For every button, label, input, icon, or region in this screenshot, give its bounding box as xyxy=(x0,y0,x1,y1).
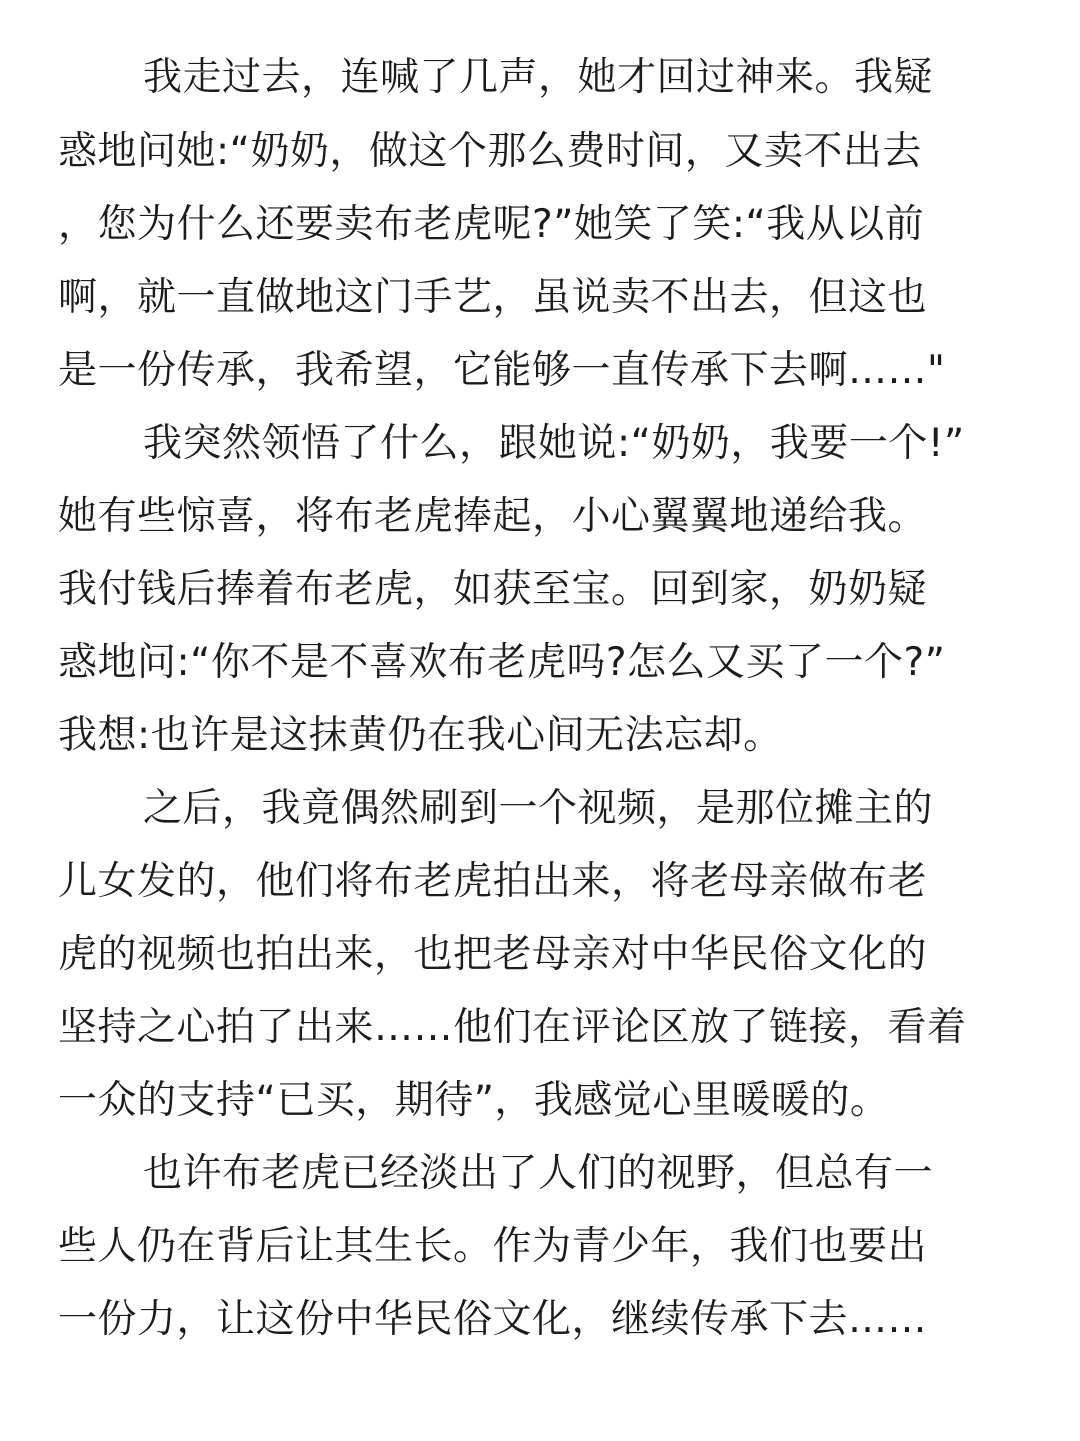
paragraph-2-line-5: 我想:也许是这抹黄仍在我心间无法忘却。 xyxy=(58,713,783,758)
paragraph-2-line-3: 我付钱后捧着布老虎，如获至宝。回到家，奶奶疑 xyxy=(58,567,928,612)
paragraph-2-line-2: 她有些惊喜，将布老虎捧起，小心翼翼地递给我。 xyxy=(58,494,928,539)
paragraph-1-line-4: 啊，就一直做地这门手艺，虽说卖不出去，但这也 xyxy=(58,275,928,320)
paragraph-3-line-2: 儿女发的，他们将布老虎拍出来，将老母亲做布老 xyxy=(58,859,928,904)
paragraph-1-line-5: 是一份传承，我希望，它能够一直传承下去啊……" xyxy=(58,348,946,393)
paragraph-4-line-1: 也许布老虎已经淡出了人们的视野，但总有一 xyxy=(143,1151,934,1196)
paragraph-2-line-1: 我突然领悟了什么，跟她说:“奶奶，我要一个!” xyxy=(143,421,965,466)
paragraph-3-line-1: 之后，我竟偶然刷到一个视频，是那位摊主的 xyxy=(143,786,934,831)
paragraph-1-line-3: ，您为什么还要卖布老虎呢?”她笑了笑:“我从以前 xyxy=(58,202,925,247)
paragraph-2-line-4: 惑地问:“你不是不喜欢布老虎吗?怎么又买了一个?” xyxy=(58,640,946,685)
paragraph-3-line-3: 虎的视频也拍出来，也把老母亲对中华民俗文化的 xyxy=(58,932,928,977)
paragraph-1-line-2: 惑地问她:“奶奶，做这个那么费时间，又卖不出去 xyxy=(58,129,922,174)
paragraph-4-line-3: 一份力，让这份中华民俗文化，继续传承下去…… xyxy=(58,1297,928,1342)
paragraph-3-line-5: 一众的支持“已买，期待”，我感觉心里暖暖的。 xyxy=(58,1078,890,1123)
paragraph-4-line-2: 些人仍在背后让其生长。作为青少年，我们也要出 xyxy=(58,1224,928,1269)
paragraph-3-line-4: 坚持之心拍了出来……他们在评论区放了链接，看着 xyxy=(58,1005,967,1050)
paragraph-1-line-1: 我走过去，连喊了几声，她才回过神来。我疑 xyxy=(143,55,934,100)
